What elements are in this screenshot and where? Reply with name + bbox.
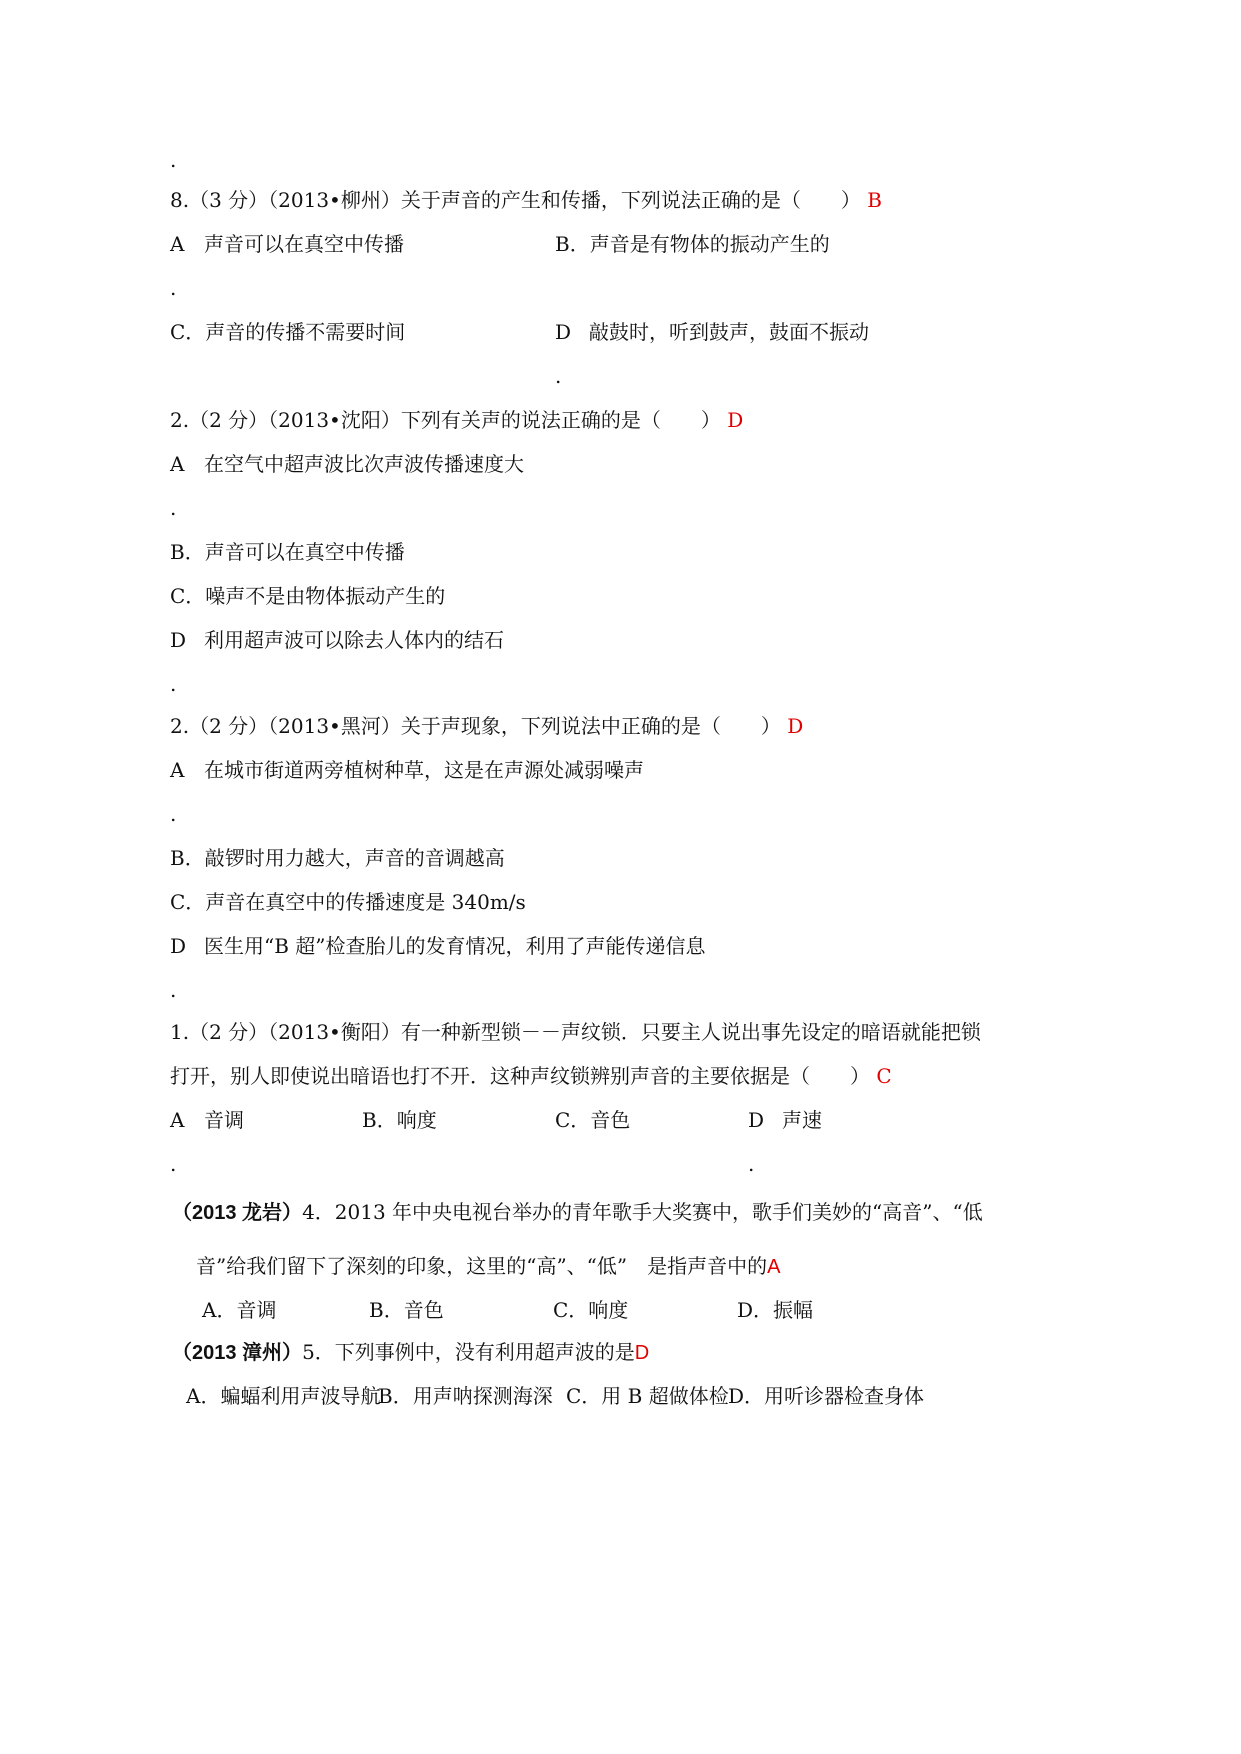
stem-text: 打开，别人即使说出暗语也打不开．这种声纹锁辨别声音的主要依据是（ ）	[170, 1064, 870, 1088]
answer-mark: D	[787, 714, 804, 738]
option-d-letter: D	[555, 320, 572, 344]
option-a-letter: A	[170, 1108, 185, 1132]
source-tag: （2013 龙岩）	[172, 1202, 303, 1224]
option-d-text: 利用超声波可以除去人体内的结石	[204, 628, 504, 652]
stem-text: 音”给我们留下了深刻的印象，这里的“高”、“低” 是指声音中的	[196, 1254, 768, 1278]
option-a-dot: .	[170, 276, 177, 300]
option-a-dot: .	[170, 802, 177, 826]
option-c-text: C．声音的传播不需要时间	[170, 320, 406, 344]
answer-mark: D	[634, 1342, 650, 1364]
option-a-text: 声音可以在真空中传播	[204, 232, 404, 256]
option-a-letter: A	[170, 452, 185, 476]
question-heihe-stem	[170, 712, 803, 740]
option-b-text: B．响度	[362, 1108, 437, 1132]
option-b-text: B．声音可以在真空中传播	[170, 540, 405, 564]
answer-mark: B	[867, 188, 882, 212]
option-a-dot: .	[170, 496, 177, 520]
option-d-text: 敲鼓时，听到鼓声，鼓面不振动	[589, 320, 869, 344]
answer-mark: C	[876, 1064, 892, 1088]
option-d-text: D．振幅	[737, 1298, 814, 1322]
option-d-letter: D	[748, 1108, 765, 1132]
option-c-text: C．噪声不是由物体振动产生的	[170, 584, 446, 608]
question-zhangzhou-stem	[172, 1338, 649, 1367]
option-c-text: C．响度	[553, 1298, 629, 1322]
option-b-text: B．音色	[369, 1298, 444, 1322]
option-b-text: B．声音是有物体的振动产生的	[555, 232, 830, 256]
leading-dot: .	[170, 148, 177, 172]
option-d-letter: D	[170, 934, 187, 958]
option-c-text: C．用 B 超做体检	[566, 1384, 729, 1408]
option-b-text: B．用声呐探测海深	[378, 1384, 553, 1408]
question-longyan-stem-line1	[172, 1198, 983, 1227]
stem-text: 2.（2 分）（2013•沈阳）下列有关声的说法正确的是（ ）	[170, 408, 721, 432]
option-d-letter: D	[170, 628, 187, 652]
option-d-dot: .	[555, 364, 562, 388]
stem-text: 4．2013 年中央电视台举办的青年歌手大奖赛中，歌手们美妙的“高音”、“低	[302, 1200, 983, 1224]
option-a-text: 在空气中超声波比次声波传播速度大	[204, 452, 524, 476]
option-d-dot: .	[170, 672, 177, 696]
option-a-letter: A	[170, 758, 185, 782]
option-c-text: C．声音在真空中的传播速度是 340m/s	[170, 890, 526, 914]
stem-text: 5．下列事例中，没有利用超声波的是	[302, 1340, 635, 1364]
question-shenyang-stem	[170, 406, 743, 434]
question-hengyang-stem-line2	[170, 1062, 892, 1090]
option-b-text: B．敲锣时用力越大，声音的音调越高	[170, 846, 505, 870]
option-d-text: 医生用“B 超”检查胎儿的发育情况，利用了声能传递信息	[204, 934, 706, 958]
option-d-dot: .	[170, 978, 177, 1002]
option-a-text: 在城市街道两旁植树种草，这是在声源处减弱噪声	[204, 758, 644, 782]
option-c-text: C．音色	[555, 1108, 631, 1132]
option-a-letter: A	[170, 232, 185, 256]
stem-text: 8.（3 分）（2013•柳州）关于声音的产生和传播，下列说法正确的是（ ）	[170, 188, 861, 212]
answer-mark: D	[727, 408, 744, 432]
question-longyan-stem-line2	[196, 1252, 780, 1281]
question-hengyang-stem-line1: 1.（2 分）（2013•衡阳）有一种新型锁－－声纹锁．只要主人说出事先设定的暗语就能把锁	[170, 1020, 981, 1044]
option-a-text: 音调	[204, 1108, 244, 1132]
source-tag: （2013 漳州）	[172, 1342, 303, 1364]
option-a-text: A．蝙蝠利用声波导航	[186, 1384, 381, 1408]
option-d-text: D．用听诊器检查身体	[728, 1384, 925, 1408]
stem-text: 2.（2 分）（2013•黑河）关于声现象，下列说法中正确的是（ ）	[170, 714, 781, 738]
answer-mark: A	[767, 1256, 781, 1278]
option-d-dot: .	[748, 1152, 755, 1176]
question-liuzhou-stem	[170, 186, 882, 214]
option-d-text: 声速	[782, 1108, 822, 1132]
option-a-dot: .	[170, 1152, 177, 1176]
option-a-text: A．音调	[202, 1298, 277, 1322]
